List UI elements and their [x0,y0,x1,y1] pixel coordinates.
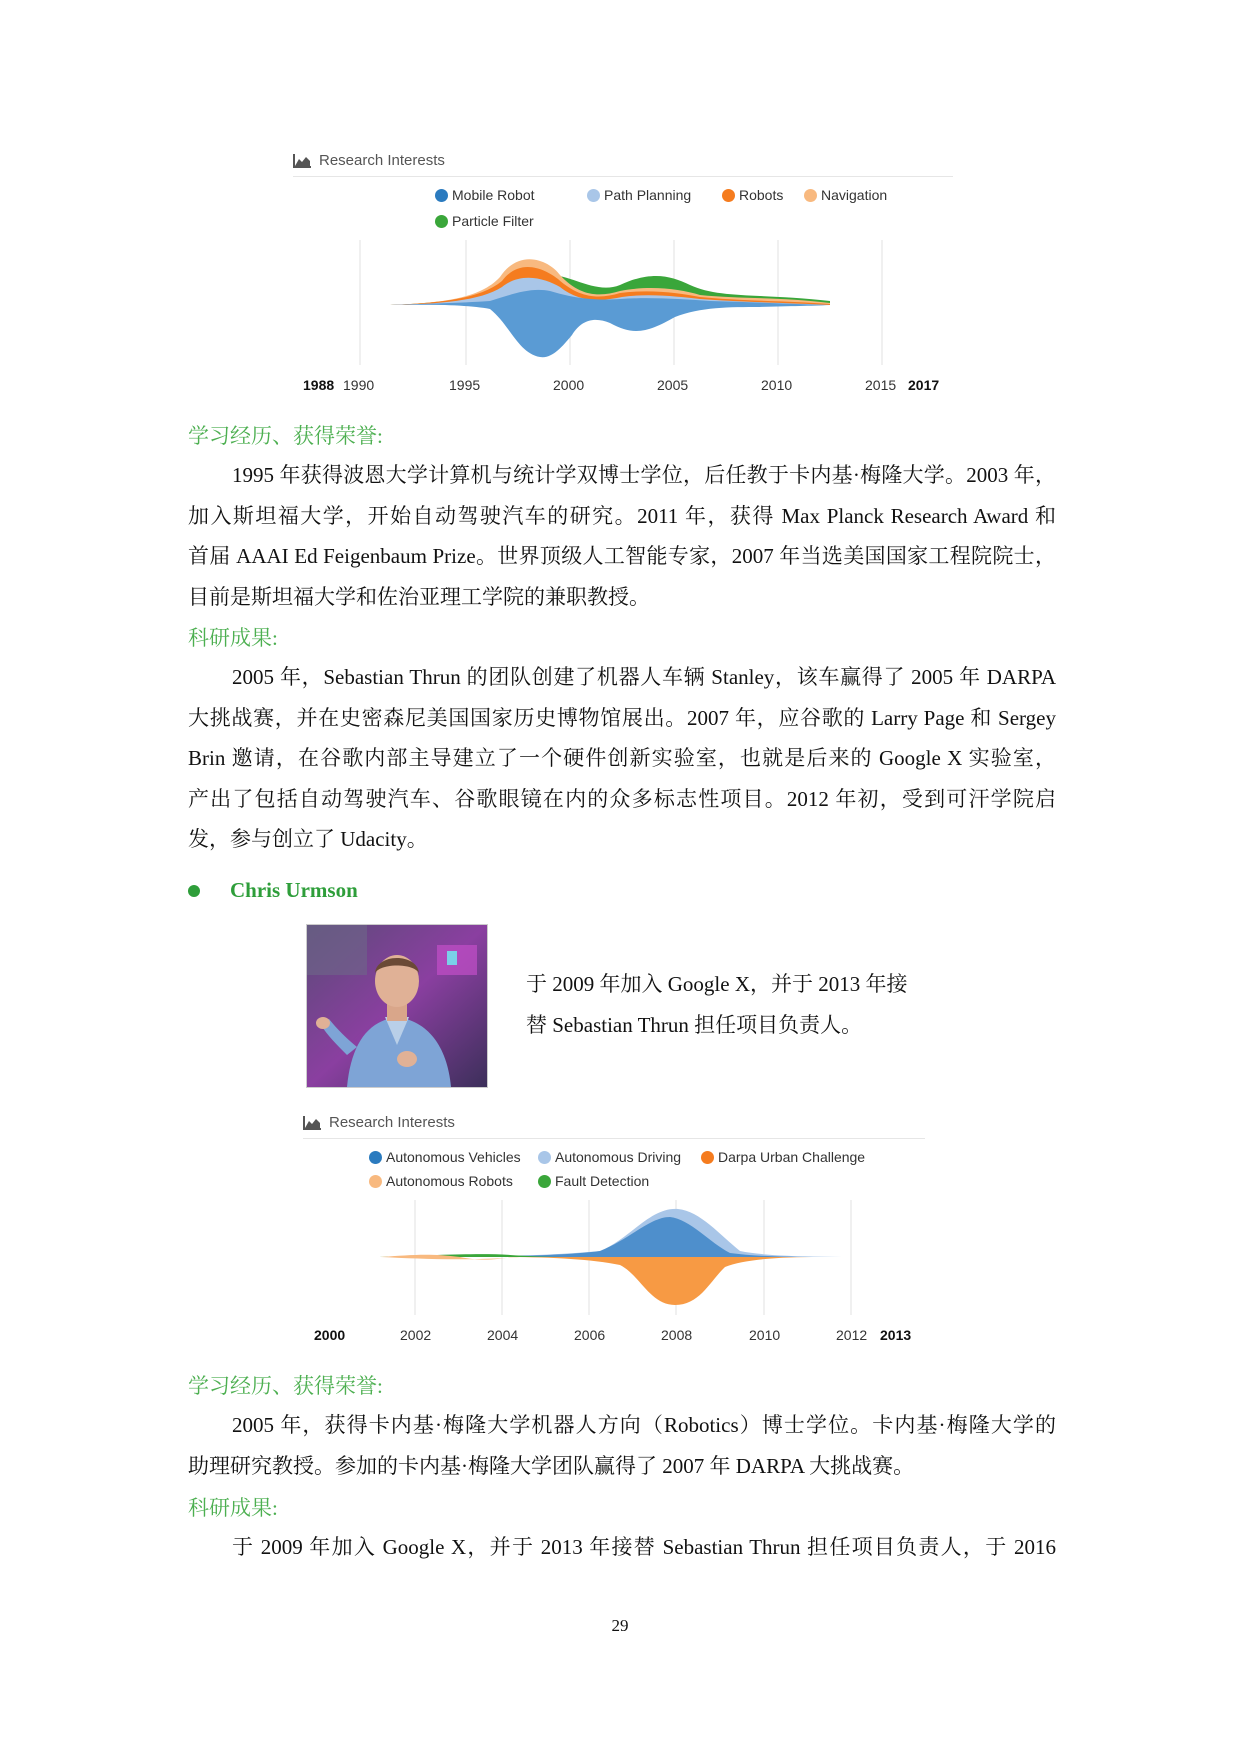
text-line: 于 2009 年加入 Google X，并于 2013 年接替 Sebastian Thrun 担任项目负责人，于 2016 [232,1535,1056,1559]
tick-label: 2000 [314,1327,346,1343]
text-line: 2005 年，Sebastian Thrun 的团队创建了机器人车辆 Stanley，该车赢得了 2005 年 DARPA [232,665,1056,689]
text-line: 产出了包括自动驾驶汽车、谷歌眼镜在内的众多标志性项目。2012 年初，受到可汗学院启 [188,786,1056,811]
text-line: 目前是斯坦福大学和佐治亚理工学院的兼职教授。 [188,584,650,609]
person-photo [306,924,488,1088]
legend-dot [804,189,817,202]
chart2-header [303,1114,455,1131]
legend-item-robots[interactable]: Robots [722,187,783,203]
tick-label: 1990 [343,377,375,393]
area-chart-icon [303,1116,321,1130]
text-line: 替 Sebastian Thrun 担任项目负责人。 [526,1013,863,1037]
section2-research-paragraph [188,1527,1056,1568]
chart1-axis-ticks [303,377,939,393]
text-line: 加入斯坦福大学，开始自动驾驶汽车的研究。2011 年，获得 Max Planck Research Award 和 [188,503,1056,528]
legend-dot [538,1151,551,1164]
legend-item-autonomous-vehicles[interactable]: Autonomous Vehicles [369,1149,521,1165]
person-name: Chris Urmson [230,878,358,902]
chart1-header [293,152,445,169]
tick-label: 2002 [400,1327,432,1343]
tick-label: 2013 [880,1327,912,1343]
legend-dot [369,1175,382,1188]
text-line: 首届 AAAI Ed Feigenbaum Prize。世界顶级人工智能专家，2007 年当选美国国家工程院院士， [188,544,1056,568]
section2-research-heading: 科研成果: [188,1496,278,1520]
text-line: 助理研究教授。参加的卡内基·梅隆大学团队赢得了 2007 年 DARPA 大挑战赛。 [188,1453,915,1478]
tick-label: 2012 [836,1327,868,1343]
section2-edu-paragraph [188,1405,1056,1486]
legend-dot [722,189,735,202]
legend-item-fault-detection[interactable]: Fault Detection [538,1173,649,1189]
chart1-title: Research Interests [319,152,445,169]
tick-label: 2017 [908,377,940,393]
text-line: 1995 年获得波恩大学计算机与统计学双博士学位，后任教于卡内基·梅隆大学。2003 年， [232,463,1056,487]
tick-label: 2008 [661,1327,693,1343]
legend-item-particle-filter[interactable]: Particle Filter [435,213,534,229]
text-line: 大挑战赛，并在史密森尼美国国家历史博物馆展出。2007 年，应谷歌的 Larry Page 和 Sergey [188,705,1056,730]
chart2-title: Research Interests [329,1114,455,1131]
page-number: 29 [611,1616,629,1635]
legend-dot [587,189,600,202]
text-line: 于 2009 年加入 Google X，并于 2013 年接 [526,972,908,996]
section1-research-paragraph [188,657,1056,860]
stream-darpa-urban-challenge [500,1257,820,1305]
chart2-divider [303,1138,925,1139]
tick-label: 2000 [553,377,585,393]
tick-label: 2010 [761,377,793,393]
chart1-divider [293,176,953,177]
tick-label: 2006 [574,1327,606,1343]
legend-dot [435,215,448,228]
section1-research-heading: 科研成果: [188,626,278,650]
legend-item-autonomous-driving[interactable]: Autonomous Driving [538,1149,681,1165]
bullet-dot-icon [188,885,200,897]
text-line: 2005 年，获得卡内基·梅隆大学机器人方向（Robotics）博士学位。卡内基·梅隆大学的 [232,1413,1056,1437]
legend-item-path-planning[interactable]: Path Planning [587,187,691,203]
legend-item-darpa-urban-challenge[interactable]: Darpa Urban Challenge [701,1149,865,1165]
section1-edu-heading: 学习经历、获得荣誉: [188,424,383,448]
tick-label: 2005 [657,377,689,393]
chart2-axis-ticks [314,1327,911,1343]
photo-caption [526,964,908,1046]
tick-label: 1988 [303,377,335,393]
chart1-streamgraph [290,235,970,400]
legend-item-mobile-robot[interactable]: Mobile Robot [435,187,535,203]
legend-dot [538,1175,551,1188]
legend-dot [435,189,448,202]
legend-dot [369,1151,382,1164]
portrait-image [307,925,487,1087]
section2-edu-heading: 学习经历、获得荣誉: [188,1374,383,1398]
text-line: 发，参与创立了 Udacity。 [188,827,428,851]
area-chart-icon [293,154,311,168]
person-bullet [188,878,358,903]
chart2-streamgraph [300,1195,940,1345]
tick-label: 2015 [865,377,897,393]
section1-edu-paragraph [188,455,1056,617]
tick-label: 1995 [449,377,481,393]
legend-item-autonomous-robots[interactable]: Autonomous Robots [369,1173,513,1189]
legend-item-navigation[interactable]: Navigation [804,187,887,203]
text-line: Brin 邀请，在谷歌内部主导建立了一个硬件创新实验室，也就是后来的 Google X 实验室， [188,746,1056,770]
tick-label: 2010 [749,1327,781,1343]
tick-label: 2004 [487,1327,519,1343]
stream-autonomous-vehicles [380,1217,830,1257]
legend-dot [701,1151,714,1164]
